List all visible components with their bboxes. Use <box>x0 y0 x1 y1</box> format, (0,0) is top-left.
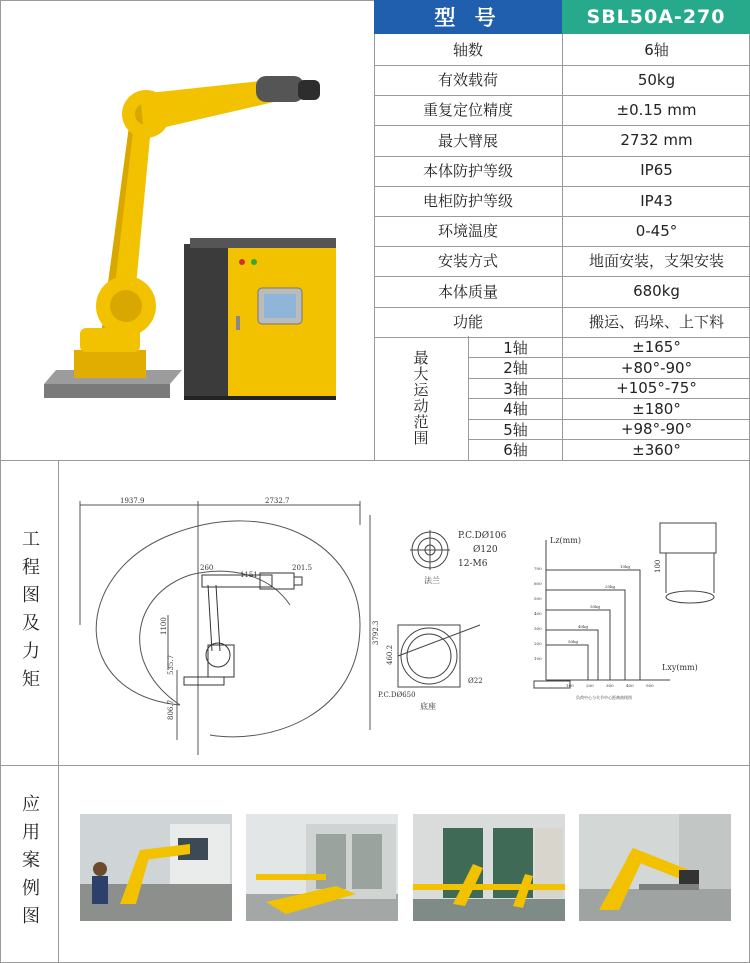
svg-text:400: 400 <box>534 611 542 616</box>
flange-m6: 12-M6 <box>458 559 488 569</box>
svg-text:500: 500 <box>534 596 542 601</box>
svg-text:50kg: 50kg <box>568 639 579 644</box>
spec-row <box>374 125 750 157</box>
svg-text:300: 300 <box>606 683 614 688</box>
model-name: SBL50A-270 <box>562 0 750 34</box>
spec-row-value: IP65 <box>640 161 673 180</box>
spec-row-value: 0-45° <box>635 221 678 240</box>
motion-range-label: 最大运动范围 <box>374 336 469 460</box>
model-header-label: 型 号 <box>374 0 562 34</box>
flange-pcd: P.C.DØ106 <box>458 531 507 541</box>
spec-row-value: 6轴 <box>644 41 669 59</box>
dim-1100: 1100 <box>160 617 168 635</box>
flange-drawing <box>410 530 450 570</box>
engineering-drawing <box>60 465 750 760</box>
svg-text:300: 300 <box>534 626 542 631</box>
case-photo-2 <box>246 814 398 921</box>
motion-row <box>469 337 750 358</box>
motion-axis: 5轴 <box>469 419 563 439</box>
dim-806: 806.7 <box>167 699 175 720</box>
dim-1937: 1937.9 <box>120 497 145 505</box>
svg-text:100: 100 <box>534 656 542 661</box>
moment-caption: 负荷中心与关节中心距离曲线图 <box>576 695 632 700</box>
motion-axis: 6轴 <box>469 440 563 460</box>
spec-row-key: 轴数 <box>374 34 563 65</box>
case-photo-4 <box>579 814 731 921</box>
dim-3792: 3792.3 <box>372 620 380 645</box>
svg-text:700: 700 <box>534 566 542 571</box>
base-caption: 底座 <box>420 702 436 711</box>
moment-x-ticks <box>566 683 654 688</box>
flange-caption: 法兰 <box>424 576 440 585</box>
robot-product-image <box>40 66 360 406</box>
moment-curve-labels <box>568 564 631 644</box>
case-photo-1 <box>80 814 232 921</box>
spec-row-key: 安装方式 <box>374 245 563 276</box>
spec-row-value: 680kg <box>633 282 680 301</box>
spec-row-value: 搬运、码垛、上下料 <box>588 312 724 331</box>
spec-row <box>374 276 750 308</box>
motion-axis: 1轴 <box>469 337 563 357</box>
motion-row <box>469 440 750 461</box>
svg-text:600: 600 <box>534 581 542 586</box>
dim-1151: 1151 <box>240 571 258 579</box>
dim-535: 535.7 <box>167 654 175 675</box>
spec-row <box>374 215 750 247</box>
svg-text:10kg: 10kg <box>620 564 631 569</box>
moment-dim: 100 <box>654 559 662 573</box>
spec-row-value: IP43 <box>640 191 673 210</box>
base-pcd: P.C.DØ650 <box>378 691 416 699</box>
spec-row <box>374 245 750 277</box>
spec-row-key: 最大臂展 <box>374 125 563 156</box>
svg-text:200: 200 <box>586 683 594 688</box>
spec-row <box>374 185 750 217</box>
case-photo-3 <box>413 814 565 921</box>
svg-text:200: 200 <box>534 641 542 646</box>
motion-range: +105°-75° <box>616 379 697 397</box>
motion-row <box>469 399 750 420</box>
spec-row-value: ±0.15 mm <box>616 100 697 119</box>
cases-section-label: 应用案例图 <box>19 794 40 934</box>
spec-row-key: 有效载荷 <box>374 64 563 95</box>
motion-axis: 4轴 <box>469 399 563 419</box>
spec-row <box>374 94 750 126</box>
moment-ylabel: Lz(mm) <box>550 536 581 545</box>
motion-row <box>469 419 750 440</box>
moment-y-ticks <box>534 566 542 661</box>
dim-201: 201.5 <box>292 564 313 572</box>
motion-axis: 3轴 <box>469 378 563 398</box>
spec-row <box>374 306 750 338</box>
work-envelope-drawing <box>80 501 370 755</box>
section-label-border <box>58 460 59 963</box>
spec-row-value: 地面安装，支架安装 <box>588 252 724 271</box>
motion-range: ±165° <box>632 338 681 356</box>
motion-range: ±360° <box>632 440 681 459</box>
svg-text:500: 500 <box>646 683 654 688</box>
motion-row <box>469 378 750 399</box>
spec-row <box>374 155 750 187</box>
dim-260: 260 <box>200 564 214 572</box>
spec-row-key: 电柜防护等级 <box>374 185 563 216</box>
section-divider <box>0 460 750 461</box>
base-dim: 460.2 <box>386 644 394 665</box>
flange-d120: Ø120 <box>473 545 498 555</box>
dim-2732: 2732.7 <box>265 497 290 505</box>
svg-text:30kg: 30kg <box>590 604 601 609</box>
spec-row <box>374 34 750 66</box>
section-divider <box>0 765 750 766</box>
spec-row-key: 环境温度 <box>374 215 563 246</box>
spec-row-key: 本体防护等级 <box>374 155 563 186</box>
drawing-section-label: 工程图及力矩 <box>19 528 40 697</box>
spec-row-value: 2732 mm <box>620 131 693 150</box>
robot-side-sketch <box>184 573 302 685</box>
spec-row-key: 本体质量 <box>374 276 563 307</box>
spec-row-key: 重复定位精度 <box>374 94 563 125</box>
spec-row-value: 50kg <box>637 70 676 89</box>
motion-range: +80°-90° <box>620 358 693 377</box>
svg-text:400: 400 <box>626 683 634 688</box>
svg-text:20kg: 20kg <box>605 584 616 589</box>
motion-axis: 2轴 <box>469 358 563 378</box>
moment-xlabel: Lxy(mm) <box>662 663 698 672</box>
motion-row <box>469 358 750 379</box>
spec-row <box>374 64 750 96</box>
base-hole: Ø22 <box>468 677 483 685</box>
svg-text:40kg: 40kg <box>578 624 589 629</box>
motion-range: +98°-90° <box>620 420 693 438</box>
spec-row-key: 功能 <box>374 306 563 337</box>
motion-range: ±180° <box>632 399 681 418</box>
svg-text:100: 100 <box>566 683 574 688</box>
